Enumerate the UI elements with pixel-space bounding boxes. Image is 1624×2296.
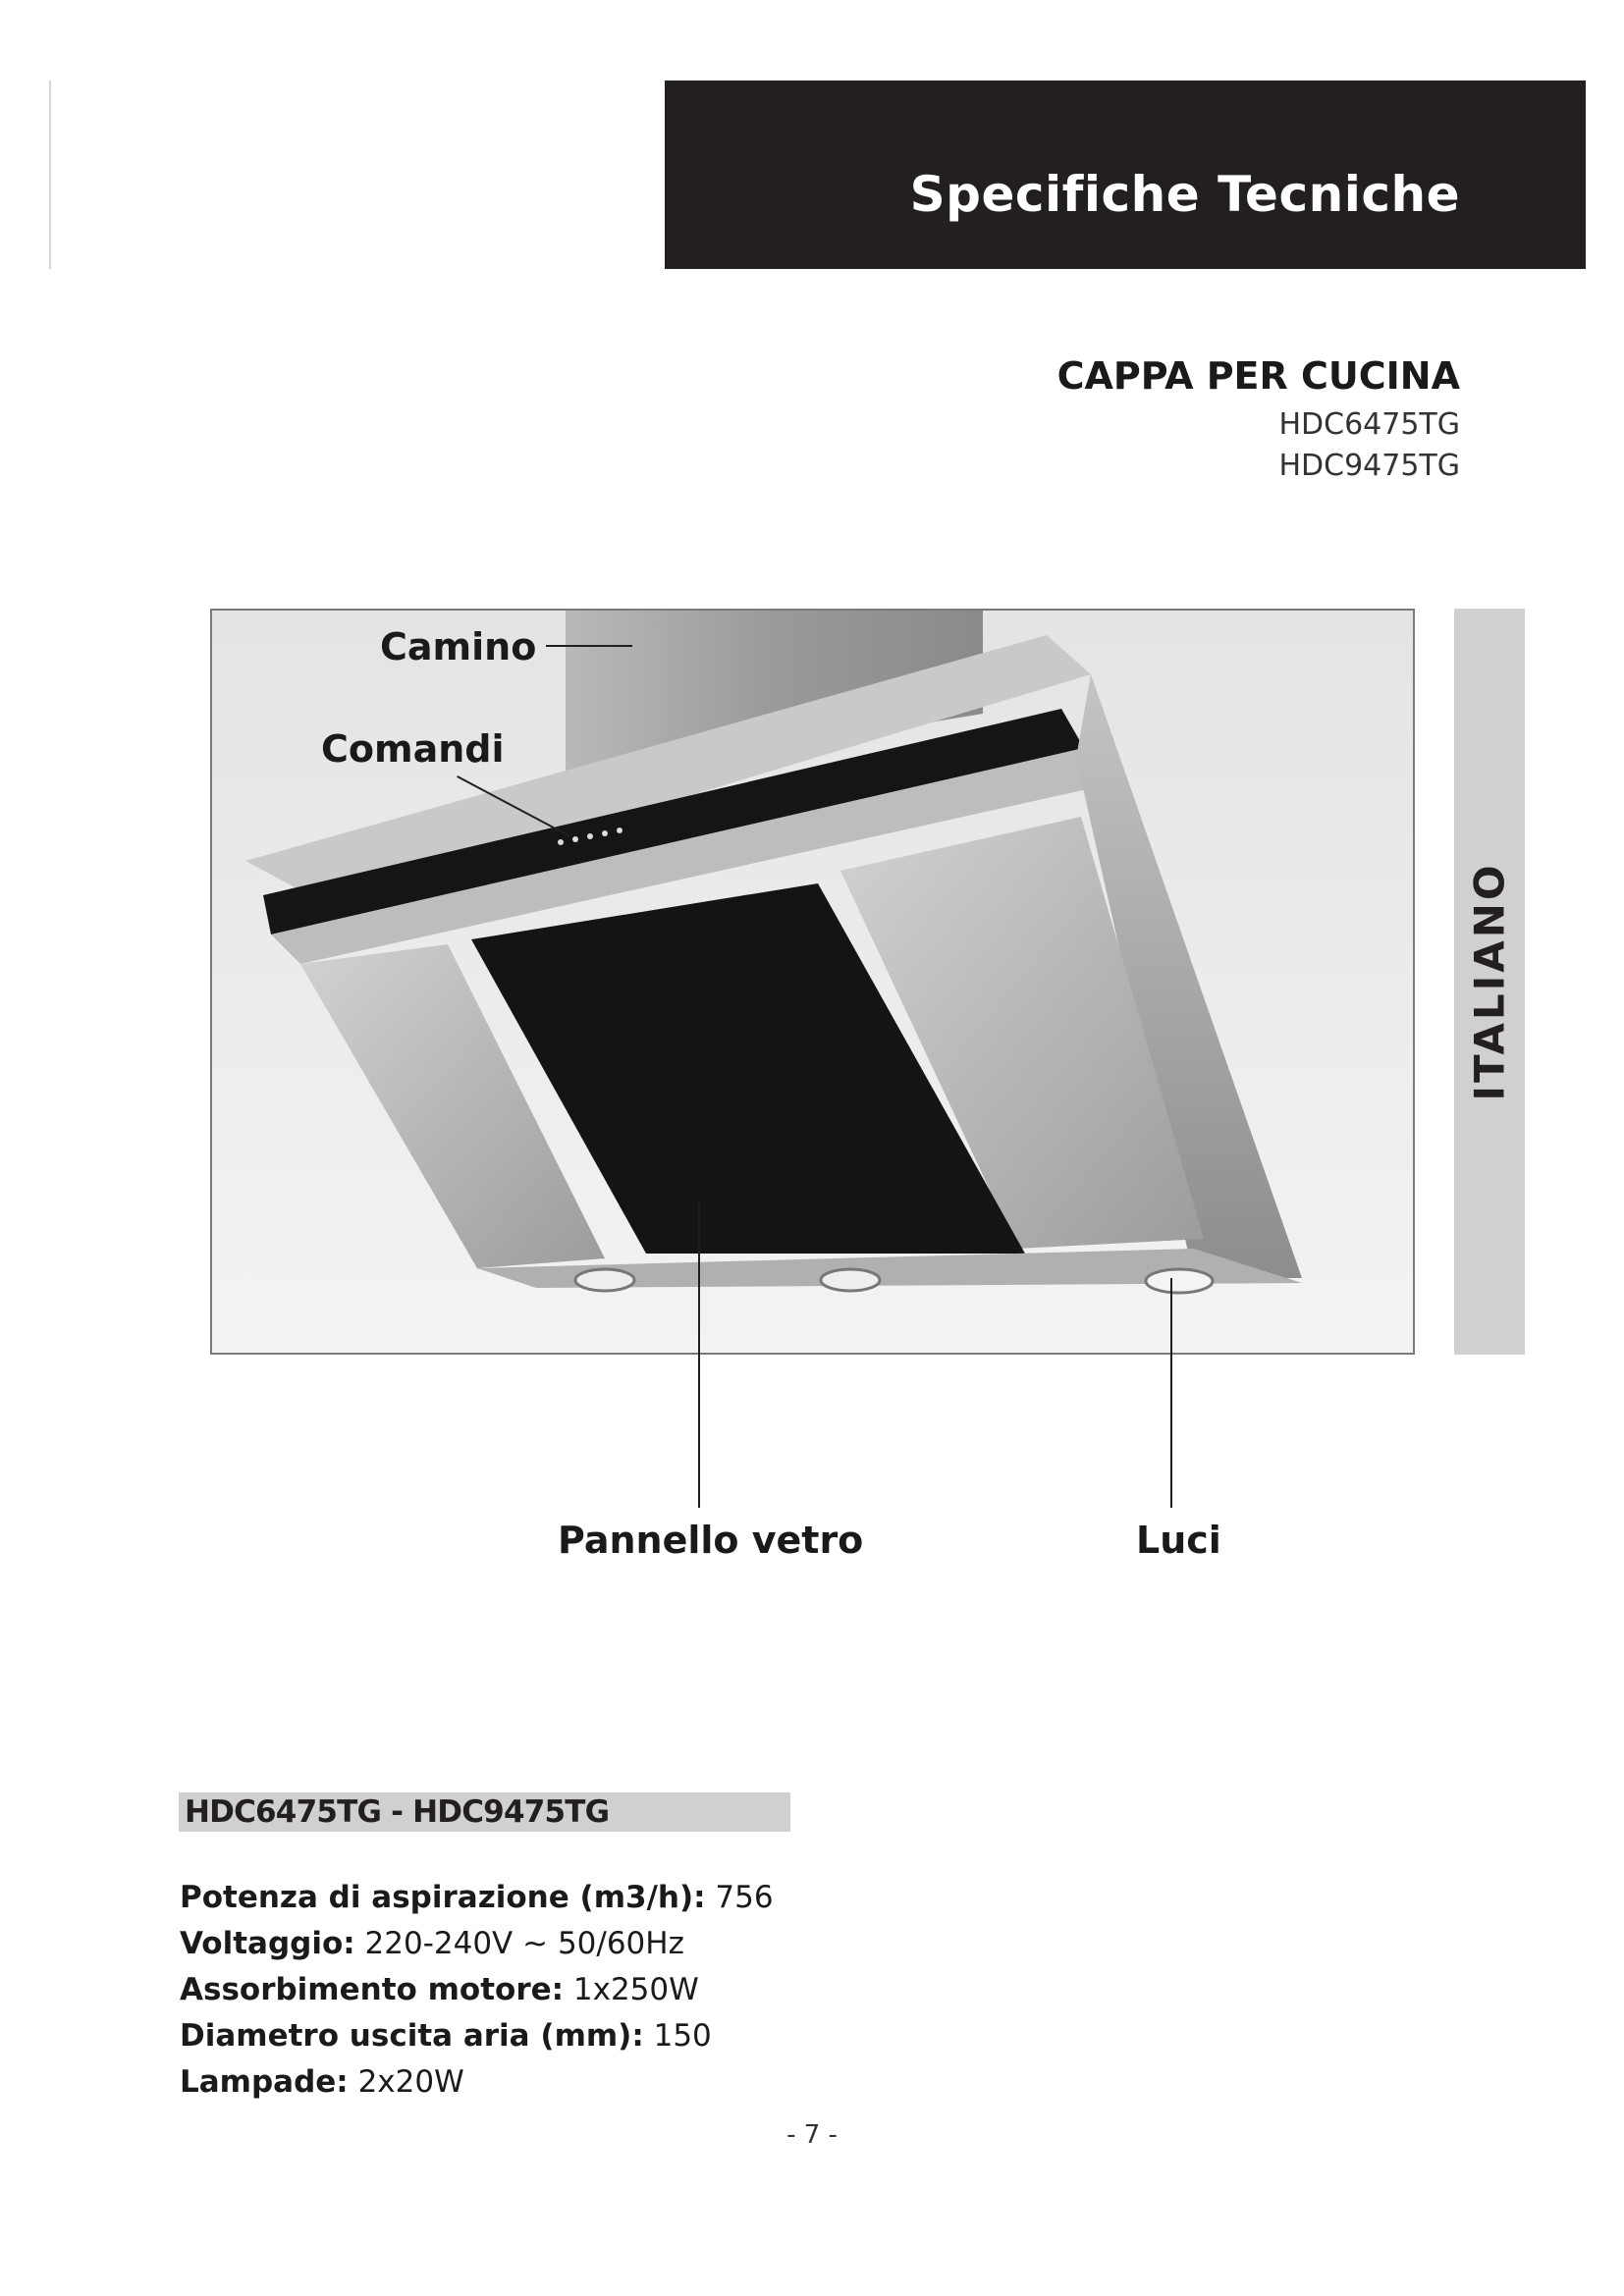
range-hood-illustration	[212, 611, 1415, 1355]
pannello-leader-line	[698, 1200, 700, 1508]
spec-label: Lampade:	[180, 2064, 349, 2100]
spec-value: 150	[653, 2018, 712, 2054]
spec-row	[180, 1967, 774, 2013]
spec-header-text: HDC6475TG - HDC9475TG	[185, 1794, 610, 1830]
spec-value: 220-240V ~ 50/60Hz	[364, 1926, 684, 1961]
header-bar	[665, 80, 1586, 269]
language-side-tab	[1454, 609, 1525, 1355]
spec-row	[180, 2059, 774, 2106]
language-label: ITALIANO	[1465, 862, 1514, 1101]
page-number: - 7 -	[786, 2120, 838, 2150]
spec-label: Assorbimento motore:	[180, 1972, 565, 2007]
luci-leader-line	[1170, 1278, 1172, 1508]
product-model: HDC9475TG	[1278, 449, 1460, 483]
spec-row	[180, 2013, 774, 2059]
spec-section-header	[179, 1792, 790, 1832]
product-model: HDC6475TG	[1278, 407, 1460, 442]
product-block	[1057, 351, 1460, 487]
product-name: CAPPA PER CUCINA	[1056, 354, 1460, 398]
spec-label: Voltaggio:	[180, 1926, 355, 1961]
spec-label: Potenza di aspirazione (m3/h):	[180, 1880, 706, 1915]
spec-value: 1x250W	[572, 1972, 699, 2007]
spec-label: Diametro uscita aria (mm):	[180, 2018, 644, 2054]
callout-comandi: Comandi	[321, 727, 505, 771]
camino-leader-line	[546, 645, 632, 647]
range-hood-photo	[210, 609, 1415, 1355]
page-title: Specifiche Tecniche	[909, 166, 1460, 223]
spec-row	[180, 1875, 774, 1921]
callout-luci: Luci	[1136, 1519, 1221, 1562]
callout-camino: Camino	[380, 625, 537, 668]
spec-value: 2x20W	[357, 2064, 464, 2100]
spec-value: 756	[715, 1880, 774, 1915]
callout-pannello-vetro: Pannello vetro	[558, 1519, 864, 1562]
left-margin-rule	[49, 80, 51, 269]
spec-row	[180, 1921, 774, 1967]
spec-list	[180, 1875, 774, 2106]
